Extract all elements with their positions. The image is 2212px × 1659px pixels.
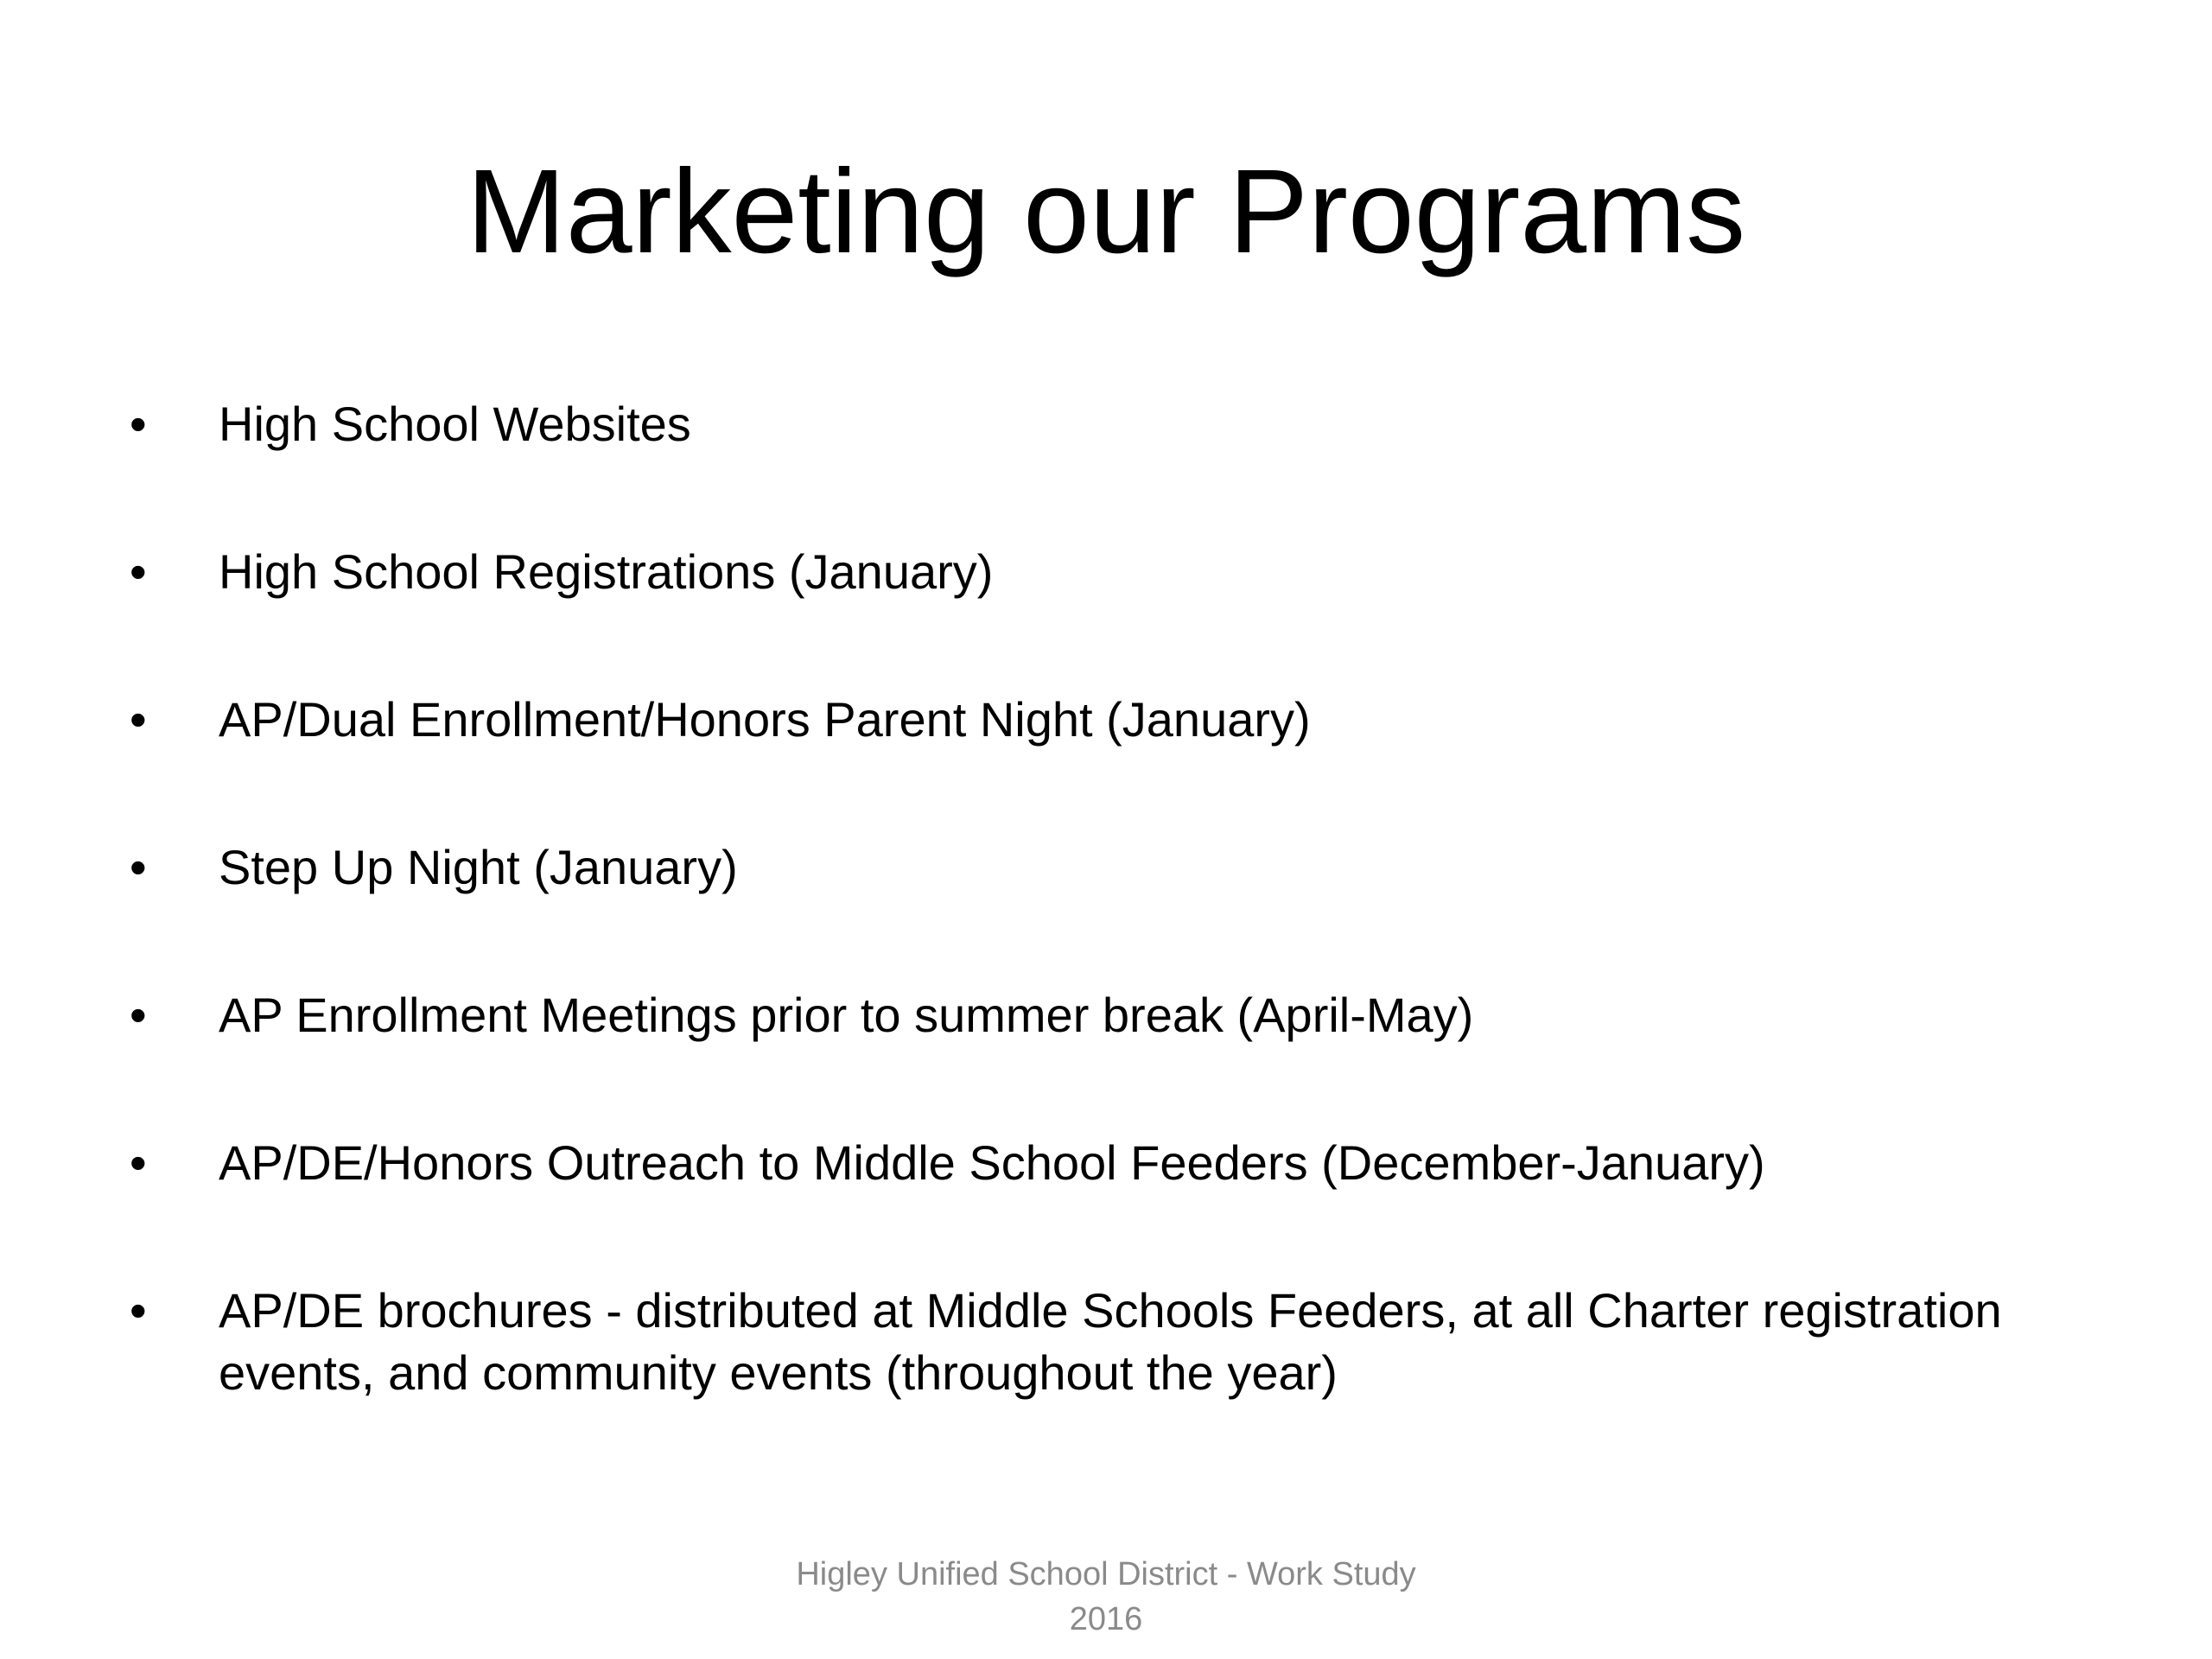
bullet-icon: • bbox=[130, 1135, 147, 1190]
list-item-text: High School Websites bbox=[219, 397, 691, 451]
footer-line-2: 2016 bbox=[1069, 1601, 1143, 1637]
list-item bbox=[130, 541, 2117, 603]
list-item-text: AP/DE brochures - distributed at Middle Schools Feeders, at all Charter registration events, and community events (throughout the year) bbox=[219, 1283, 2002, 1400]
bullet-icon: • bbox=[130, 692, 147, 747]
list-item-text: AP/DE/Honors Outreach to Middle School Feeders (December-January) bbox=[219, 1135, 1765, 1190]
list-item bbox=[130, 393, 2117, 455]
list-item-text: Step Up Night (January) bbox=[219, 840, 738, 894]
list-item bbox=[130, 1280, 2117, 1404]
bullet-list bbox=[130, 393, 2117, 1490]
bullet-icon: • bbox=[130, 840, 147, 894]
bullet-icon: • bbox=[130, 544, 147, 599]
list-item-text: AP/Dual Enrollment/Honors Parent Night (January) bbox=[219, 692, 1311, 747]
list-item bbox=[130, 689, 2117, 751]
list-item bbox=[130, 984, 2117, 1046]
list-item bbox=[130, 1132, 2117, 1194]
bullet-icon: • bbox=[130, 988, 147, 1042]
list-item bbox=[130, 836, 2117, 899]
footer-line-1: Higley Unified School District - Work Study bbox=[796, 1556, 1416, 1592]
bullet-icon: • bbox=[130, 1283, 147, 1338]
slide-title: Marketing our Programs bbox=[466, 145, 1746, 278]
slide-footer bbox=[760, 1552, 1452, 1642]
bullet-icon: • bbox=[130, 397, 147, 451]
list-item-text: AP Enrollment Meetings prior to summer break (April-May) bbox=[219, 988, 1474, 1042]
list-item-text: High School Registrations (January) bbox=[219, 544, 994, 599]
